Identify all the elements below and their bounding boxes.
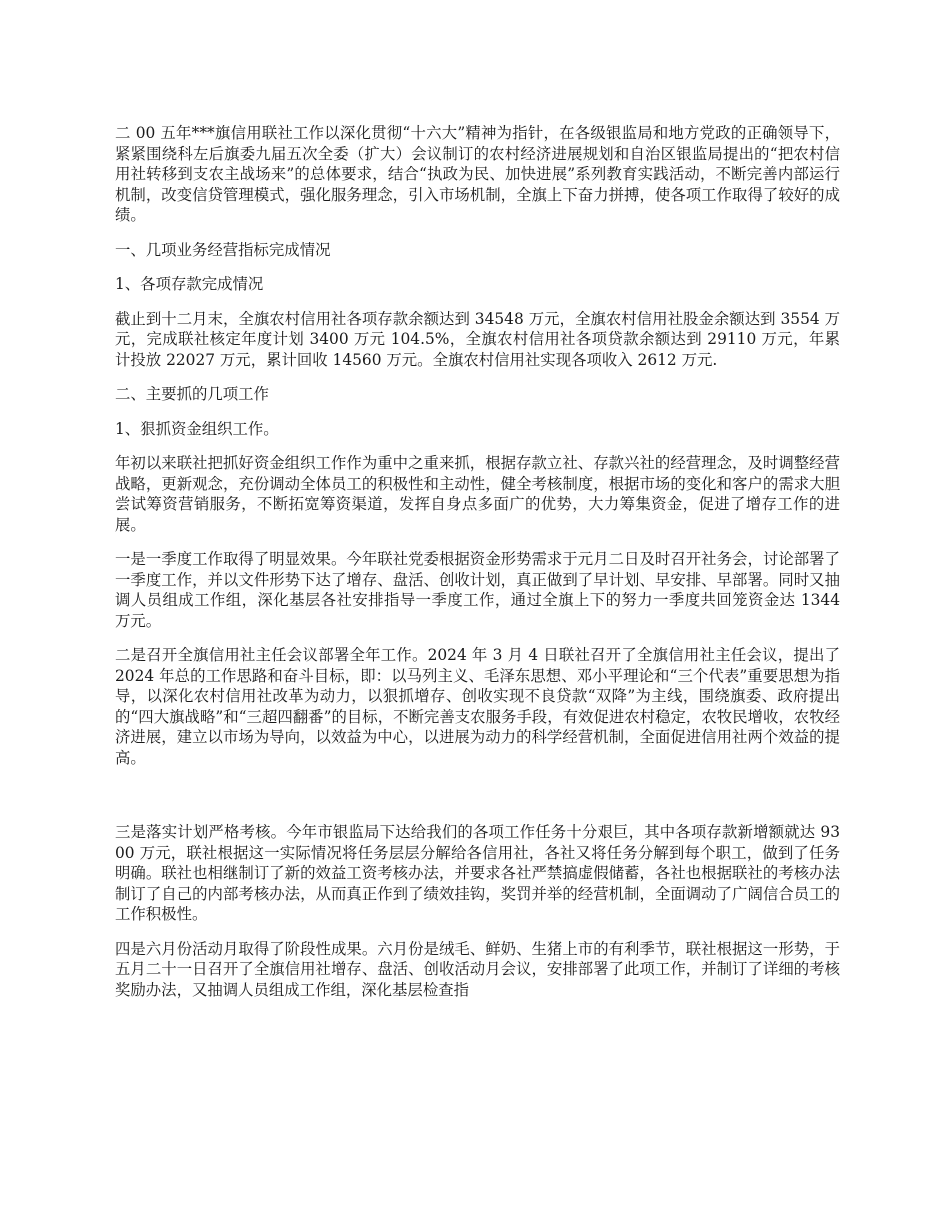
document-body (115, 123, 840, 1014)
deposit-paragraph: 截止到十二月末，全旗农村信用社各项存款余额达到 34548 万元，全旗农村信用社股金余额达到 3554 万元，完成联社核定年度计划 3400 万元 104.5%，全旗农村信用社各项贷款余额达到 29110 万元，年累计投放 22027 万元，累计回收 14560 万元。全旗农村信用社实现各项收入 2612 万元. (115, 309, 840, 369)
june-campaign-paragraph: 四是六月份活动月取得了阶段性成果。六月份是绒毛、鲜奶、生猪上市的有利季节，联社根据这一形势，于五月二十一日召开了全旗信用社增存、盘活、创收活动月会议，安排部署了此项工作，并制订了详细的考核奖励办法，又抽调人员组成工作组，深化基层检查指 (115, 939, 840, 999)
intro-paragraph: 二 00 五年***旗信用联社工作以深化贯彻“十六大”精神为指针，在各级银监局和地方党政的正确领导下，紧紧围绕科左后旗委九届五次全委（扩大）会议制订的农村经济进展规划和自治区银监局提出的“把农村信用社转移到支农主战场来”的总体要求，结合“执政为民、加快进展”系列教育实践活动，不断完善内部运行机制，改变信贷管理模式，强化服务理念，引入市场机制，全旗上下奋力拼搏，使各项工作取得了较好的成绩。 (115, 124, 840, 224)
first-quarter-paragraph: 一是一季度工作取得了明显效果。今年联社党委根据资金形势需求于元月二日及时召开社务会，讨论部署了一季度工作，并以文件形势下达了增存、盘活、创收计划，真正做到了早计划、早安排、早部署。同时又抽调人员组成工作组，深化基层各社安排指导一季度工作，通过全旗上下的努力一季度共回笼资金达 1344 万元。 (115, 550, 840, 630)
directors-meeting-paragraph: 二是召开全旗信用社主任会议部署全年工作。2024 年 3 月 4 日联社召开了全旗信用社主任会议，提出了 2024 年总的工作思路和奋斗目标，即：以马列主义、毛泽东思想、邓小平理论和“三个代表”重要思想为指导，以深化农村信用社改革为动力，以狠抓增存、创收实现不良贷款“双降”为主线，围绕旗委、政府提出的“四大旗战略”和“三超四翻番”的目标，不断完善支农服务手段，有效促进农村稳定，农牧民增收，农牧经济进展，建立以市场为导向，以效益为中心，以进展为动力的科学经营机制，全面促进信用社两个效益的提高。 (115, 646, 840, 767)
funding-paragraph: 年初以来联社把抓好资金组织工作作为重中之重来抓，根据存款立社、存款兴社的经营理念，及时调整经营战略，更新观念，充份调动全体员工的积极性和主动性，健全考核制度，根据市场的变化和客户的需求大胆尝试筹资营销服务，不断拓宽筹资渠道，发挥自身点多面广的优势，大力筹集资金，促进了增存工作的进展。 (115, 454, 840, 534)
subsection-heading-1-1: 1、各项存款完成情况 (115, 275, 264, 293)
section-heading-2: 二、主要抓的几项工作 (115, 385, 269, 403)
section-heading-1: 一、几项业务经营指标完成情况 (115, 240, 331, 259)
subsection-heading-2-1: 1、狠抓资金组织工作。 (115, 419, 279, 438)
assessment-paragraph: 三是落实计划严格考核。今年市银监局下达给我们的各项工作任务十分艰巨，其中各项存款新增额就达 9300 万元，联社根据这一实际情况将任务层层分解给各信用社，各社又将任务分解到每个职工，做到了任务明确。联社也相继制订了新的效益工资考核办法，并要求各社严禁搞虚假储蓄，各社也根据联社的考核办法制订了自己的内部考核办法，从而真正作到了绩效挂钩，奖罚并举的经营机制，全面调动了广阔信合员工的工作积极性。 (115, 823, 840, 923)
paragraph-gap (115, 782, 840, 822)
